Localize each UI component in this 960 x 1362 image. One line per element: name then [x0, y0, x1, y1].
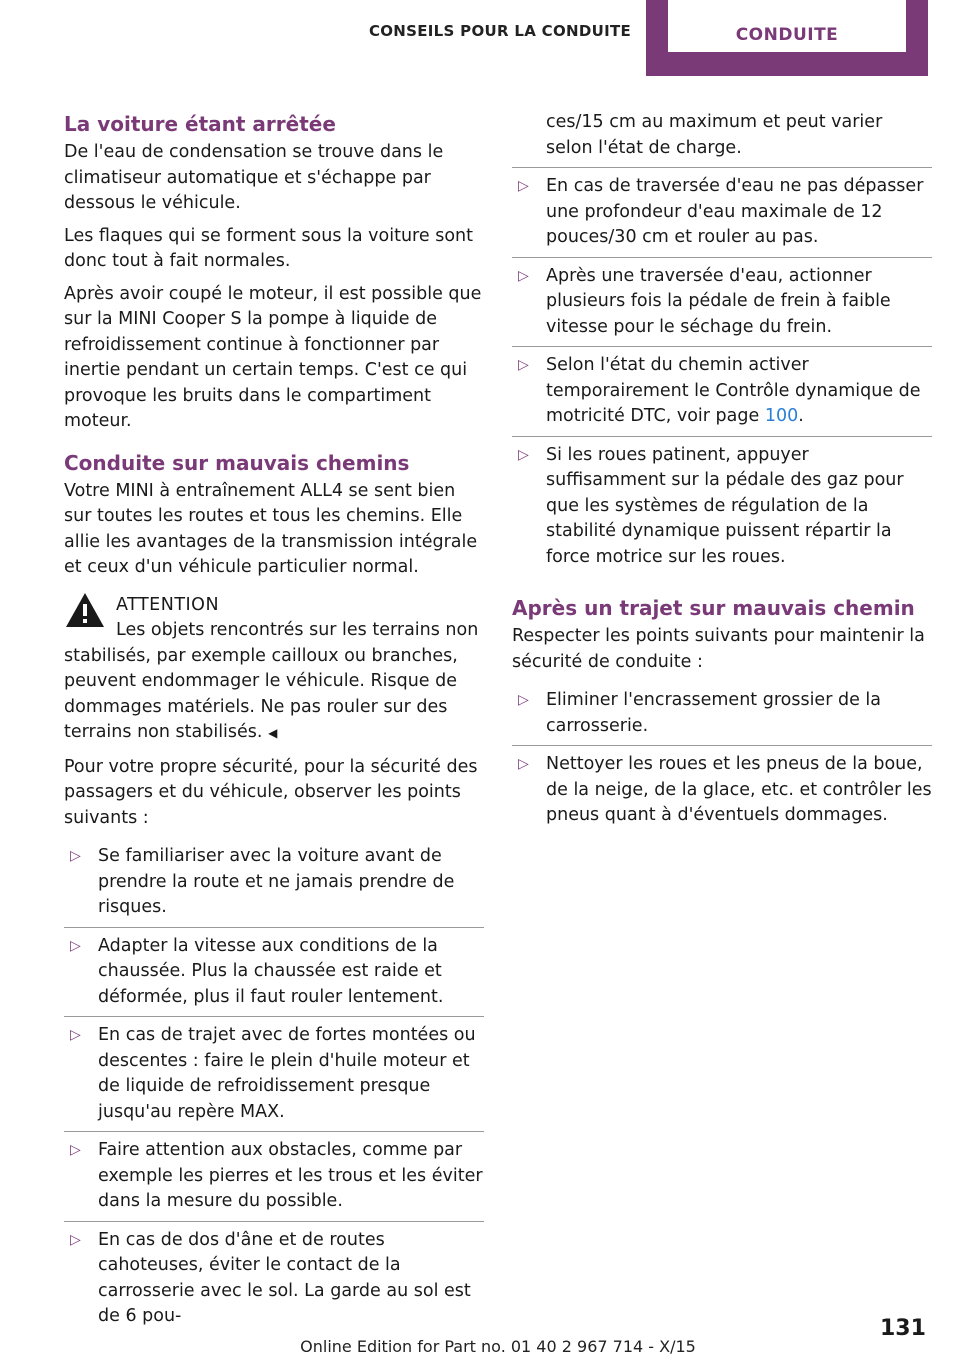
list-item: ▷ Nettoyer les roues et les pneus de la boue, de la neige, de la glace, etc. et contrôler les pneus quant à d'éventuels dommages.: [512, 745, 932, 835]
paragraph: Votre MINI à entraînement ALL4 se sent bien sur toutes les routes et tous les chemins. Elle allie les avantages de la transmission intégrale et ceux d'un véhicule particulier normal.: [64, 480, 478, 577]
list-item: ▷ Faire attention aux obstacles, comme par exemple les pierres et les trous et les éviter dans la mesure du possible.: [64, 1131, 484, 1221]
bullet-icon: ▷: [518, 178, 529, 194]
bullet-icon: ▷: [518, 692, 529, 708]
bullet-list: [512, 167, 932, 576]
list-item: ▷ En cas de trajet avec de fortes montées ou descentes : faire le plein d'huile moteur et de liquide de refroidissement presque jusqu'au repère MAX.: [64, 1016, 484, 1131]
warning-icon: [64, 591, 106, 629]
bullet-list: [64, 838, 484, 1336]
end-mark: ◀: [268, 726, 278, 740]
footer-edition: Online Edition for Part no. 01 40 2 967 714 - X/15: [300, 1337, 696, 1356]
list-item: ▷ En cas de dos d'âne et de routes cahoteuses, éviter le contact de la carrosserie avec le sol. La garde au sol est de 6 pou-: [64, 1221, 484, 1336]
left-column: [64, 110, 484, 1336]
list-item-continuation: ces/15 cm au maximum et peut varier selon l'état de charge.: [546, 112, 883, 158]
section-after-offroad: [512, 594, 932, 835]
paragraph: Après avoir coupé le moteur, il est possible que sur la MINI Cooper S la pompe à liquide de refroidissement continue à fonctionner par inertie pendant un certain temps. C'est ce qui provoque les bruits dans le compartiment moteur.: [64, 283, 482, 431]
list-item: ▷ Après une traversée d'eau, actionner plusieurs fois la pédale de frein à faible vitesse pour le séchage du frein.: [512, 257, 932, 347]
section-heading: Après un trajet sur mauvais chemin: [512, 596, 915, 620]
bullet-icon: ▷: [70, 1142, 81, 1158]
bullet-list: [512, 682, 932, 835]
section-heading: Conduite sur mauvais chemins: [64, 450, 410, 475]
bullet-icon: ▷: [518, 267, 529, 284]
list-item: ▷ Adapter la vitesse aux conditions de la chaussée. Plus la chaussée est raide et déformée, plus il faut rouler lentement.: [64, 927, 484, 1017]
warning-text-wrap: [64, 618, 484, 747]
warning-box: [64, 593, 484, 747]
list-item: ▷ En cas de traversée d'eau ne pas dépasser une profondeur d'eau maximale de 12 pouces/30 cm et rouler au pas.: [518, 176, 924, 247]
page-link[interactable]: 100: [764, 406, 799, 426]
bullet-icon: ▷: [70, 1231, 81, 1248]
bullet-icon: ▷: [518, 357, 529, 373]
page-number: 131: [880, 1316, 926, 1341]
section-tab: [646, 0, 928, 76]
warning-text: Les objets rencontrés sur les terrains non stabilisés, par exemple cailloux ou branches, peuvent endommager le véhicule. Risque de dommages matériels. Ne pas rouler sur des terrains non stabilisés.: [64, 620, 479, 742]
paragraph: De l'eau de condensation se trouve dans le climatiseur automatique et s'échappe par dessous le véhicule.: [64, 142, 444, 213]
running-header: CONSEILS POUR LA CONDUITE: [368, 22, 632, 40]
bullet-icon: ▷: [70, 937, 81, 954]
bullet-icon: ▷: [70, 848, 81, 864]
warning-title: ATTENTION: [116, 594, 220, 615]
bullet-icon: ▷: [518, 756, 529, 772]
section-heading: La voiture étant arrêtée: [64, 112, 336, 136]
paragraph: Pour votre propre sécurité, pour la sécurité des passagers et du véhicule, observer les points suivants :: [64, 756, 478, 828]
paragraph: Respecter les points suivants pour maintenir la sécurité de conduite :: [512, 626, 925, 672]
list-item: ▷ Se familiariser avec la voiture avant de prendre la route et ne jamais prendre de risques.: [70, 846, 455, 917]
list-item: ▷ Eliminer l'encrassement grossier de la carrosserie.: [518, 690, 881, 736]
list-item: ▷ Selon l'état du chemin activer temporairement le Contrôle dynamique de motricité DTC, voir page 100.: [512, 346, 932, 436]
bullet-icon: ▷: [518, 446, 529, 463]
list-item: ▷ Si les roues patinent, appuyer suffisamment sur la pédale des gaz pour que les systèmes de régulation de la stabilité dynamique puissent répartir la force motrice sur les roues.: [512, 436, 932, 577]
right-column: [512, 110, 932, 835]
bullet-icon: ▷: [70, 1027, 81, 1043]
section-tab-label: CONDUITE: [668, 0, 906, 52]
paragraph: Les flaques qui se forment sous la voiture sont donc tout à fait normales.: [64, 225, 473, 271]
section-offroad: [64, 449, 484, 1336]
